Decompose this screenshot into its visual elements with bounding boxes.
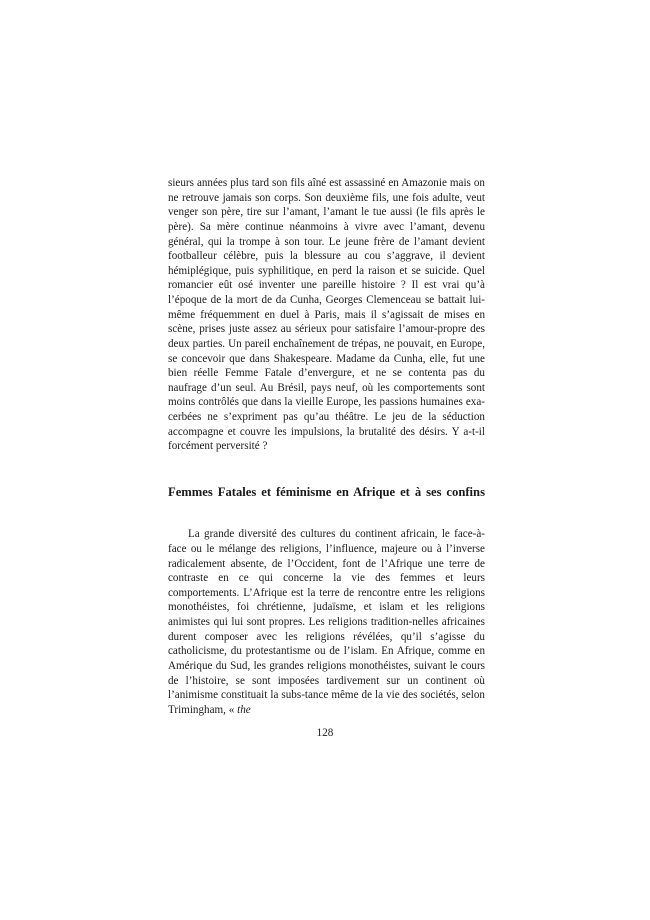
page-number: 128 bbox=[316, 727, 334, 739]
section-heading: Femmes Fatales et féminisme en Afrique et à ses confins bbox=[168, 484, 485, 499]
paragraph-section-text: La grande diversité des cultures du continent africain, le face-à-face ou le mélange des religions, l’influence, majeure ou à l’inverse radicalement absente, de l’Occident, font de l’Afrique une terre de contraste en ce qui concerne la vie des femmes et leurs comportements. L’Afrique est la terre de rencontre entre les religions monothéistes, foi chrétienne, judaïsme, et islam et les religions animistes qui lui sont propres. Les religions tradition-nelles africaines durent composer avec les religions révélées, qu’il s’agisse du catholicisme, du protestantisme ou de l’islam. En Afrique, comme en Amérique du Sud, les grandes religions monothéistes, suivant le cours de l’histoire, se sont imposées tardivement sur un continent où l’animisme constituait la subs-tance même de la vie des sociétés, selon Trimingham, « bbox=[168, 528, 485, 716]
italic-quote-fragment: the bbox=[237, 703, 251, 716]
heading-top-spacer bbox=[168, 454, 485, 484]
page-text-block bbox=[168, 176, 485, 717]
heading-bottom-spacer bbox=[168, 518, 485, 527]
paragraph-continued: sieurs années plus tard son fils aîné est assassiné en Amazonie mais on ne retrouve jamais son corps. Son deuxième fils, une fois adulte, veut venger son père, tire sur l’amant, l’amant le tue aussi (le fils après le père). Sa mère continue néanmoins à vivre avec l’amant, devenu général, qui la trompe à son tour. Le jeune frère de l’amant devient footballeur célèbre, puis la blessure au cou s’aggrave, il devient hémiplégique, puis syphilitique, en perd la raison et se suicide. Quel romancier eût osé inventer une pareille histoire ? Il est vrai qu’à l’époque de la mort de da Cunha, Georges Clemenceau se battait lui-même fréquemment en duel à Paris, mais il s’agissait de mises en scène, prises juste assez au sérieux pour satisfaire l’amour-propre des deux parties. Un pareil enchaînement de trépas, ne pouvait, en Europe, se concevoir que dans Shakespeare. Madame da Cunha, elle, fut une bien réelle Femme Fatale d’envergure, et ne se contenta pas du naufrage d’un seul. Au Brésil, pays neuf, où les comportements sont moins contrôlés que dans la vieille Europe, les passions humaines exa-cerbées ne s’expriment pas qu’au théâtre. Le jeu de la séduction accompagne et couvre les impulsions, la brutalité des désirs. Y a-t-il forcément perversité ? bbox=[168, 177, 485, 453]
paragraph-section bbox=[168, 527, 485, 717]
